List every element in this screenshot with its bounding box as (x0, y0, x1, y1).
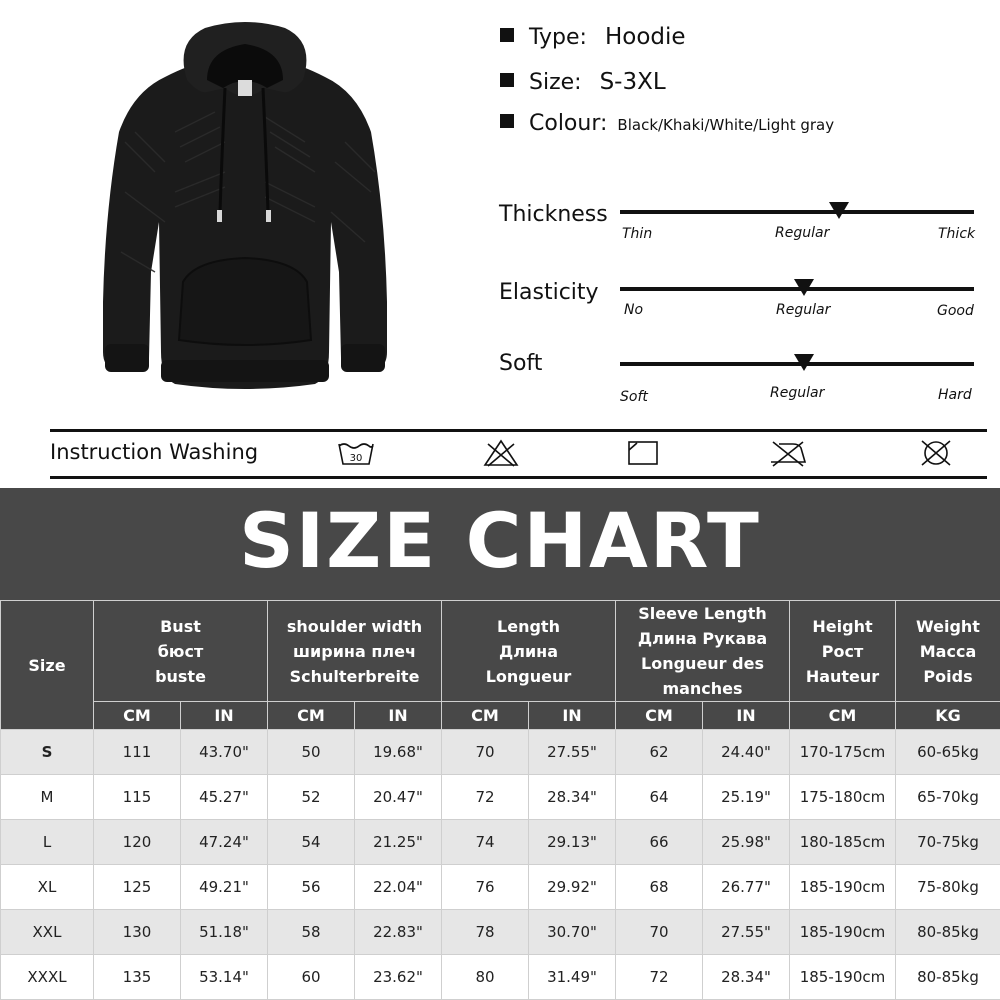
weight-header-line: Масса (919, 641, 977, 661)
thickness-scale-line (620, 210, 974, 214)
bullet-square (500, 28, 514, 42)
table-cell: 20.47" (355, 775, 442, 820)
shoulder-header-line: ширина плеч (293, 641, 416, 661)
elasticity-left-label: No (624, 302, 644, 318)
table-cell: 60-65kg (896, 730, 1000, 775)
table-cell: 170-175cm (790, 730, 896, 775)
size-chart-title: SIZE CHART (239, 496, 761, 585)
table-cell: 53.14" (181, 955, 268, 1000)
table-cell: 70-75kg (896, 820, 1000, 865)
unit-header: IN (529, 702, 616, 730)
table-cell: 80-85kg (896, 910, 1000, 955)
bust-header-line: Bust (160, 616, 201, 636)
soft-right-label: Hard (938, 387, 972, 403)
table-cell: 29.13" (529, 820, 616, 865)
table-row (1, 820, 1000, 865)
table-cell: 23.62" (355, 955, 442, 1000)
table-cell: 24.40" (703, 730, 790, 775)
table-cell: 28.34" (703, 955, 790, 1000)
size-cell: XL (1, 865, 94, 910)
table-cell: 185-190cm (790, 910, 896, 955)
bullet-square (500, 114, 514, 128)
table-cell: 47.24" (181, 820, 268, 865)
table-cell: 125 (94, 865, 181, 910)
height-header-line: Рост (821, 641, 864, 661)
table-cell: 60 (268, 955, 355, 1000)
thickness-marker-icon (829, 202, 849, 219)
table-row (1, 730, 1000, 775)
table-cell: 50 (268, 730, 355, 775)
table-cell: 43.70" (181, 730, 268, 775)
size-cell: XXL (1, 910, 94, 955)
table-cell: 72 (442, 775, 529, 820)
table-cell: 27.55" (529, 730, 616, 775)
length-header (442, 601, 616, 702)
table-cell: 58 (268, 910, 355, 955)
table-cell: 185-190cm (790, 865, 896, 910)
spec-size (500, 69, 666, 95)
table-cell: 45.27" (181, 775, 268, 820)
unit-header: CM (94, 702, 181, 730)
elasticity-right-label: Good (937, 303, 974, 319)
table-cell: 28.34" (529, 775, 616, 820)
table-row (1, 865, 1000, 910)
weight-header-line: Poids (923, 666, 973, 686)
spec-colour-label: Colour: (529, 111, 608, 136)
table-row (1, 910, 1000, 955)
table-cell: 70 (442, 730, 529, 775)
unit-header: CM (616, 702, 703, 730)
table-cell: 56 (268, 865, 355, 910)
unit-header: CM (442, 702, 529, 730)
table-cell: 80-85kg (896, 955, 1000, 1000)
table-cell: 66 (616, 820, 703, 865)
unit-header: IN (355, 702, 442, 730)
table-cell: 25.19" (703, 775, 790, 820)
washing-title: Instruction Washing (50, 440, 259, 464)
table-cell: 185-190cm (790, 955, 896, 1000)
spec-type (500, 24, 686, 50)
table-row (1, 955, 1000, 1000)
size-cell: M (1, 775, 94, 820)
elasticity-mid-label: Regular (776, 302, 831, 318)
weight-header (896, 601, 1000, 702)
bust-header-line: бюст (157, 641, 204, 661)
table-cell: 78 (442, 910, 529, 955)
table-cell: 68 (616, 865, 703, 910)
table-cell: 130 (94, 910, 181, 955)
height-header (790, 601, 896, 702)
soft-left-label: Soft (620, 389, 648, 405)
unit-header: IN (703, 702, 790, 730)
table-cell: 21.25" (355, 820, 442, 865)
unit-header: KG (896, 702, 1000, 730)
table-cell: 180-185cm (790, 820, 896, 865)
hoodie-product-image (95, 22, 395, 394)
spec-colour-value: Black/Khaki/White/Light gray (617, 116, 835, 134)
table-cell: 175-180cm (790, 775, 896, 820)
unit-header: CM (790, 702, 896, 730)
weight-header-line: Weight (916, 616, 980, 636)
height-header-line: Hauteur (805, 666, 880, 686)
table-cell: 115 (94, 775, 181, 820)
shoulder-header-line: Schulterbreite (289, 666, 420, 686)
table-cell: 80 (442, 955, 529, 1000)
length-header-line: Length (497, 616, 560, 636)
thickness-right-label: Thick (938, 226, 976, 242)
spec-colour (500, 111, 834, 136)
bullet-square (500, 73, 514, 87)
table-cell: 31.49" (529, 955, 616, 1000)
spec-type-label: Type: (529, 25, 587, 50)
table-cell: 76 (442, 865, 529, 910)
wash-30-icon (336, 438, 376, 468)
sleeve-header-line: Длина Рукава (637, 629, 768, 648)
table-cell: 54 (268, 820, 355, 865)
table-cell: 120 (94, 820, 181, 865)
table-cell: 135 (94, 955, 181, 1000)
table-cell: 72 (616, 955, 703, 1000)
length-header-line: Longueur (485, 666, 572, 686)
table-cell: 22.83" (355, 910, 442, 955)
table-cell: 51.18" (181, 910, 268, 955)
sleeve-length-header (616, 601, 790, 702)
size-cell: S (1, 730, 94, 775)
table-cell: 65-70kg (896, 775, 1000, 820)
spec-size-label: Size: (529, 70, 582, 95)
sleeve-header-line: Sleeve Length (638, 604, 767, 623)
spec-size-value: S-3XL (599, 69, 666, 95)
shoulder-header (268, 601, 442, 702)
elasticity-marker-icon (794, 279, 814, 296)
height-header-line: Height (812, 616, 873, 636)
thickness-left-label: Thin (622, 226, 653, 242)
table-cell: 19.68" (355, 730, 442, 775)
spec-type-value: Hoodie (604, 24, 686, 50)
table-cell: 27.55" (703, 910, 790, 955)
soft-title: Soft (499, 351, 543, 376)
shoulder-header-line: shoulder width (286, 616, 423, 636)
do-not-dry-clean-icon (917, 438, 955, 468)
table-cell: 111 (94, 730, 181, 775)
size-chart-table (0, 600, 1000, 1000)
table-cell: 30.70" (529, 910, 616, 955)
tumble-dry-icon (627, 438, 659, 468)
size-cell: L (1, 820, 94, 865)
table-cell: 75-80kg (896, 865, 1000, 910)
wash-temp-text: 30 (349, 453, 363, 464)
thickness-title: Thickness (499, 202, 608, 227)
sleeve-header-line: Longueur des (641, 654, 764, 673)
table-cell: 74 (442, 820, 529, 865)
table-cell: 26.77" (703, 865, 790, 910)
table-cell: 62 (616, 730, 703, 775)
size-column-header: Size (1, 601, 94, 730)
washing-top-rule (50, 429, 987, 432)
unit-header: IN (181, 702, 268, 730)
table-cell: 70 (616, 910, 703, 955)
table-cell: 29.92" (529, 865, 616, 910)
unit-header: CM (268, 702, 355, 730)
table-cell: 52 (268, 775, 355, 820)
thickness-mid-label: Regular (775, 225, 830, 241)
table-cell: 64 (616, 775, 703, 820)
sleeve-header-line: manches (662, 679, 743, 698)
do-not-iron-icon (767, 438, 809, 468)
elasticity-title: Elasticity (499, 280, 599, 305)
bust-header-line: buste (155, 666, 206, 686)
soft-mid-label: Regular (770, 385, 825, 401)
table-cell: 25.98" (703, 820, 790, 865)
soft-marker-icon (794, 354, 814, 371)
length-header-line: Длина (498, 641, 559, 661)
table-row (1, 775, 1000, 820)
table-cell: 49.21" (181, 865, 268, 910)
do-not-bleach-icon (482, 438, 520, 468)
washing-bottom-rule (50, 476, 987, 479)
bust-header (94, 601, 268, 702)
table-cell: 22.04" (355, 865, 442, 910)
size-cell: XXXL (1, 955, 94, 1000)
